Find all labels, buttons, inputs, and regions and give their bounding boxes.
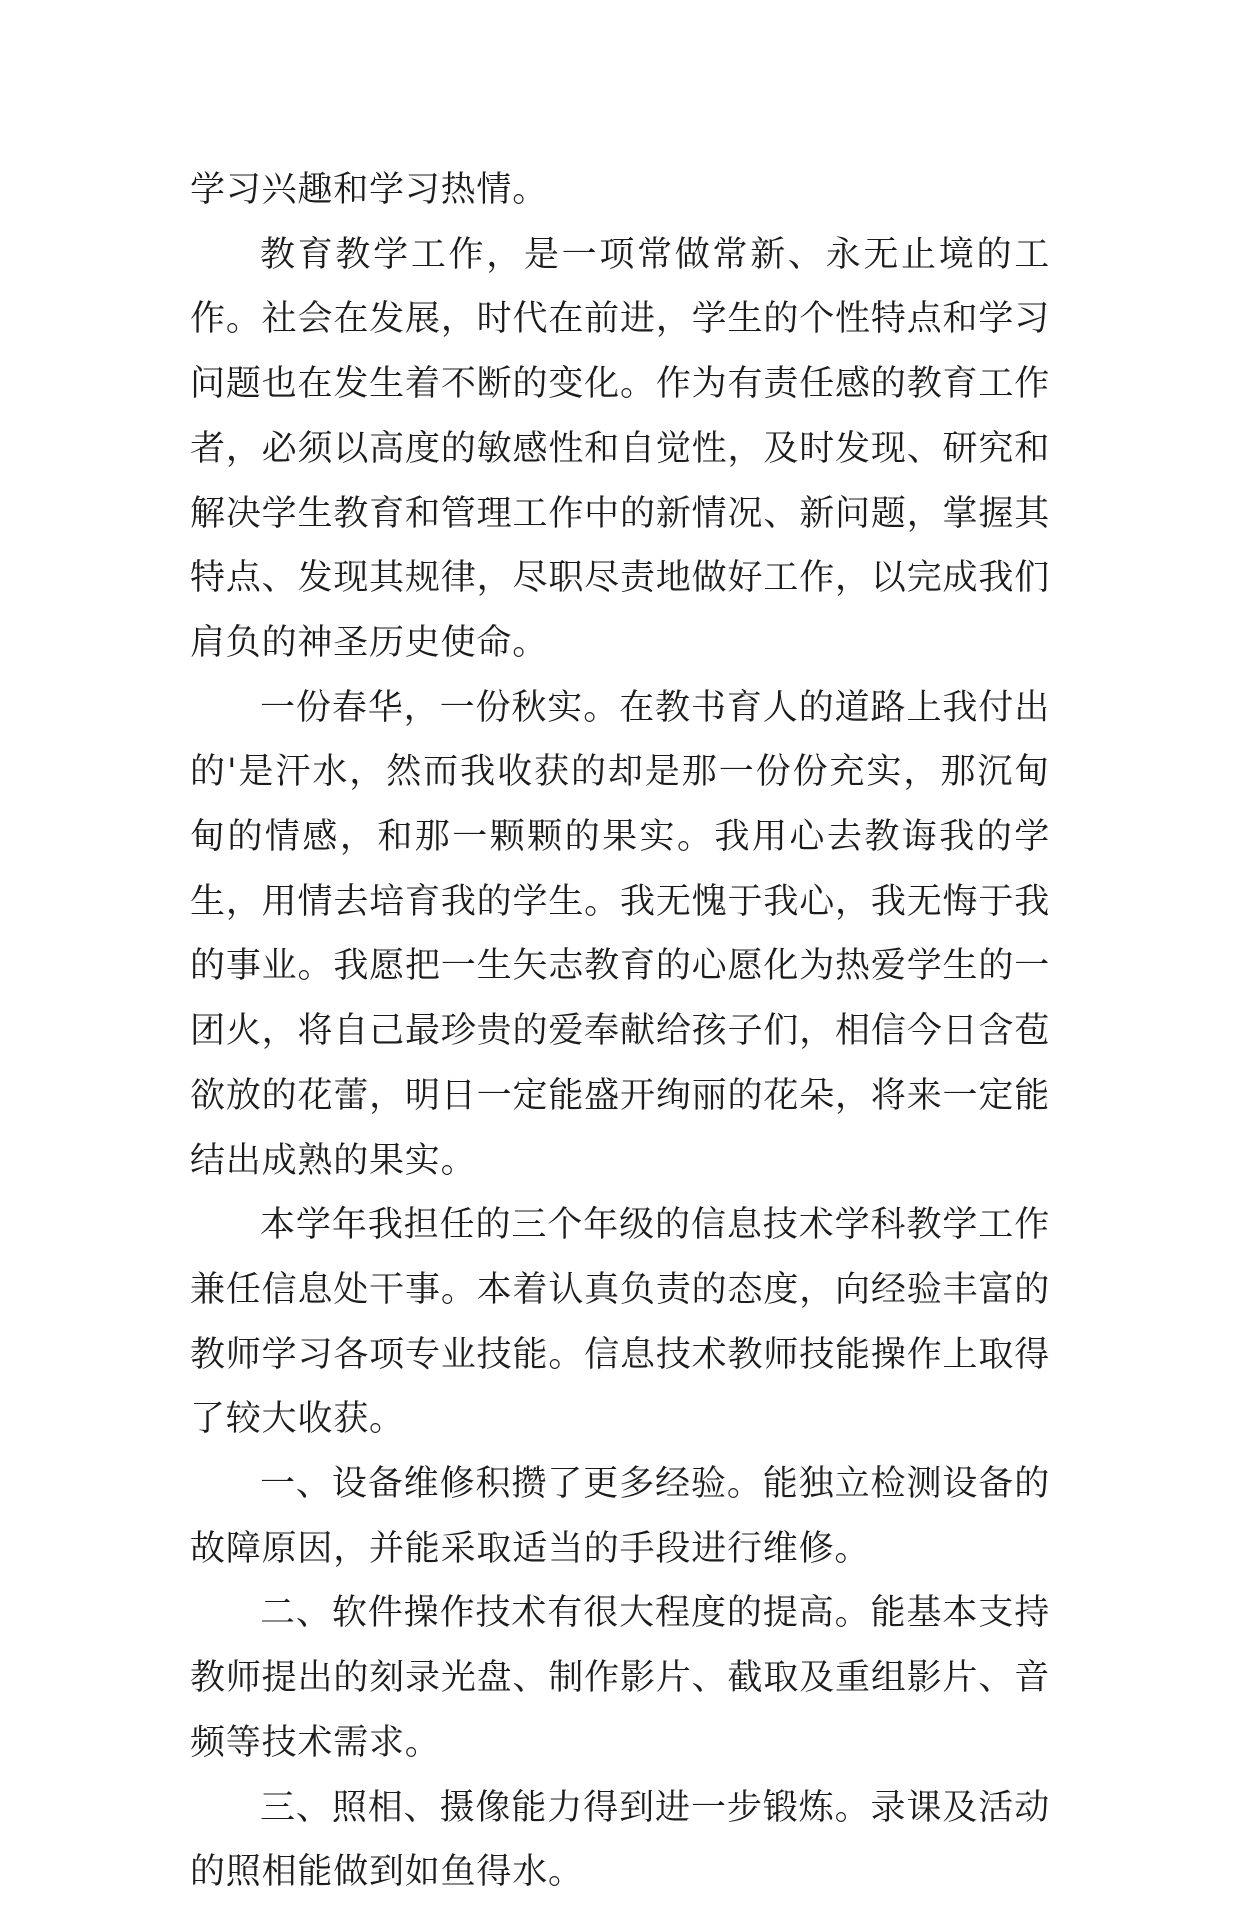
paragraph-item-2: 二、软件操作技术有很大程度的提高。能基本支持教师提出的刻录光盘、制作影片、截取及重组影片、音频等技术需求。 [190,1593,1050,1763]
paragraph-education-work: 教育教学工作，是一项常做常新、永无止境的工作。社会在发展，时代在前进，学生的个性特点和学习问题也在发生着不断的变化。作为有责任感的教育工作者，必须以高度的敏感性和自觉性，及时发现、研究和解决学生教育和管理工作中的新情况、新问题，掌握其特点、发现其规律，尽职尽责地做好工作，以完成我们肩负的神圣历史使命。 [190,234,1050,663]
paragraph-spring-autumn: 一份春华，一份秋实。在教书育人的道路上我付出的'是汗水，然而我收获的却是那一份份充实，那沉甸甸的情感，和那一颗颗的果实。我用心去教诲我的学生，用情去培育我的学生。我无愧于我心，我无悔于我的事业。我愿把一生矢志教育的心愿化为热爱学生的一团火，将自己最珍贵的爱奉献给孩子们，相信今日含苞欲放的花蕾，明日一定能盛开绚丽的花朵，将来一定能结出成熟的果实。 [190,687,1050,1181]
paragraph-item-3: 三、照相、摄像能力得到进一步锻炼。录课及活动的照相能做到如鱼得水。 [190,1787,1050,1893]
document-body [190,158,1050,1905]
paragraph-continuation: 学习兴趣和学习热情。 [190,170,549,210]
paragraph-item-1: 一、设备维修积攒了更多经验。能独立检测设备的故障原因，并能采取适当的手段进行维修。 [190,1464,1050,1569]
paragraph-this-year: 本学年我担任的三个年级的信息技术学科教学工作兼任信息处干事。本着认真负责的态度，向经验丰富的教师学习各项专业技能。信息技术教师技能操作上取得了较大收获。 [190,1205,1050,1440]
